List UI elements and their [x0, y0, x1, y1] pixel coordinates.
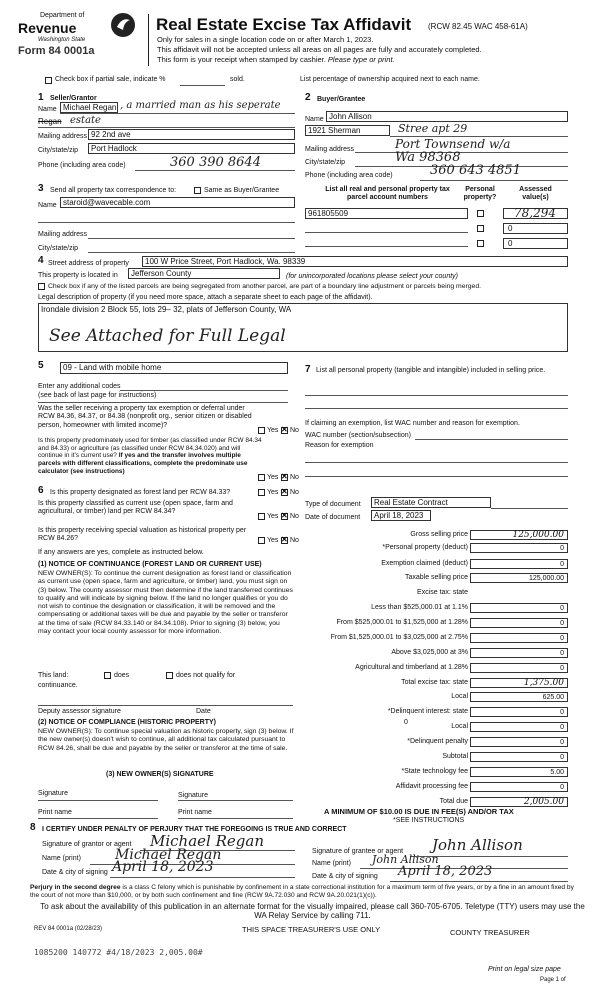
tax-row-value[interactable]: 125,000.00	[470, 573, 568, 583]
tax-row-value[interactable]: 0	[470, 559, 568, 569]
parcel-value-1: 961805509	[308, 209, 349, 218]
tax-row-label: Taxable selling price	[404, 574, 468, 581]
tax-row-value[interactable]: 5.00	[470, 767, 568, 777]
perjury-bold: Perjury in the second degree	[30, 884, 121, 891]
tax-row-value[interactable]: 0	[470, 707, 568, 717]
buyer-heading: Buyer/Grantee	[317, 96, 366, 103]
located-label: This property is located in	[38, 272, 118, 279]
certify-heading: I CERTIFY UNDER PENALTY OF PERJURY THAT THE FOREGOING IS TRUE AND CORRECT	[42, 826, 347, 833]
forest-yes-checkbox[interactable]	[258, 489, 265, 496]
correspondence-label: Send all property tax correspondence to:	[50, 187, 177, 194]
tax-row-label: Exemption claimed (deduct)	[381, 560, 468, 567]
same-as-buyer-label: Same as Buyer/Grantee	[204, 187, 280, 194]
buyer-address-label: Mailing address	[305, 146, 355, 153]
current-use-yes-label: Yes	[267, 513, 279, 520]
correspondence-name-field[interactable]	[60, 197, 295, 208]
does-not-label: does not qualify for	[176, 672, 236, 679]
located-note: (for unincorporated locations please select your county)	[286, 273, 458, 280]
form-number: Form 84 0001a	[18, 45, 95, 57]
subtitle-3	[157, 56, 395, 65]
legal-description-handwritten: See Attached for Full Legal	[49, 326, 286, 346]
seller-name-field[interactable]	[60, 102, 118, 113]
assessed-value-2: 0	[508, 224, 513, 233]
buyer-name-label: Name	[305, 116, 324, 123]
this-land-label: This land:	[38, 672, 69, 679]
seller-name-value: Michael Regan	[63, 103, 117, 112]
legal-description-field[interactable]	[38, 303, 568, 352]
notice1-title: (1) NOTICE OF CONTINUANCE (FOREST LAND OR CURRENT USE)	[38, 561, 262, 568]
forest-no-checkbox[interactable]	[281, 489, 288, 496]
exemption-yes-label: Yes	[267, 427, 279, 434]
parcel-field-1[interactable]	[305, 208, 468, 219]
tax-row-value[interactable]: 0	[470, 603, 568, 613]
seller-name-handwritten-2: estate	[70, 115, 101, 126]
personal-property-checkbox-1[interactable]	[477, 210, 484, 217]
if-yes-label: If any answers are yes, complete as instructed below.	[38, 549, 204, 556]
tax-row-value[interactable]: 625.00	[470, 692, 568, 702]
doc-type-value: Real Estate Contract	[374, 498, 448, 507]
doc-date-label: Date of document	[305, 514, 361, 521]
minimum-notice: A MINIMUM OF $10.00 IS DUE IN FEE(S) AND/OR TAX	[324, 807, 514, 816]
located-value: Jefferson County	[131, 269, 192, 278]
subtitle-3-text: This form is your receipt when stamped by cashier.	[157, 55, 326, 64]
timber-question-bold: If yes and the transfer involves multiple parcels with different classifications, complete the predominate use calculator (see instructions)	[38, 452, 248, 475]
correspondence-name-label: Name	[38, 202, 57, 209]
buyer-phone-handwritten: 360 643 4851	[430, 163, 521, 178]
local-rate: 0	[404, 719, 408, 726]
assessed-value-1: 78,294	[514, 206, 556, 220]
does-not-qualify-checkbox[interactable]	[166, 672, 173, 679]
seller-city-label: City/state/zip	[38, 147, 79, 154]
personal-property-checkbox-2[interactable]	[477, 225, 484, 232]
wac-label: WAC number (section/subsection)	[305, 432, 411, 439]
section-5-number: 5	[38, 360, 44, 371]
same-as-buyer-checkbox[interactable]	[194, 187, 201, 194]
grantor-date-label: Date & city of signing	[42, 869, 108, 876]
does-label: does	[114, 672, 130, 679]
assessed-header-text: Assessed value(s)	[519, 186, 552, 202]
historic-yes-label: Yes	[267, 537, 279, 544]
notice2-body-text: NEW OWNER(S): To continue special valuation as historic property, sign (3) below. If the new owner(s) doesn't wish to continue, all additional tax calculated pursuant to RCW 84.26, shall be due and payable by the seller or transferor at the time of sale.	[38, 728, 294, 752]
rev-label: REV 84 0001a (02/28/23)	[34, 926, 103, 932]
new-owner-signature-1: Signature	[38, 790, 68, 797]
seller-heading: Seller/Grantor	[50, 95, 97, 102]
page-number: Page 1 of	[540, 977, 566, 983]
buyer-address-handwritten: Port Townsend w/a	[395, 137, 511, 151]
seller-name-struck: Regan	[38, 117, 62, 126]
segregated-checkbox[interactable]	[38, 283, 45, 290]
alt-format-text: To ask about the availability of this publication in an alternate format for the visually impaired, please call 360-705-6705. Teletype (TTY) users may use the WA Relay Service by calling 711.	[40, 902, 585, 921]
seller-name-handwritten: , a married man as his seperate	[120, 100, 281, 111]
exemption-no-label: No	[290, 427, 299, 434]
assessed-value-3: 0	[508, 239, 513, 248]
tax-row-label: Local	[451, 693, 468, 700]
grantor-name-label: Name (print)	[42, 855, 81, 862]
assessed-field-3[interactable]	[503, 238, 568, 249]
grantor-name-handwritten: Michael Regan	[115, 847, 222, 863]
timber-no-label: No	[290, 474, 299, 481]
section-1-number: 1	[38, 92, 44, 103]
personal-property-checkbox-3[interactable]	[477, 240, 484, 247]
tax-row-value[interactable]: 0	[470, 782, 568, 792]
seller-name-label: Name	[38, 106, 57, 113]
buyer-city-handwritten: Wa 98368	[395, 150, 461, 165]
reason-label: Reason for exemption	[305, 442, 374, 449]
legal-description-value: Irondale division 2 Block 55, lots 29– 32, plats of Jefferson County, WA	[41, 305, 292, 314]
see-instructions: *SEE INSTRUCTIONS	[393, 817, 465, 824]
tax-row-value[interactable]: 0	[470, 737, 568, 747]
buyer-line2-field[interactable]	[305, 125, 390, 136]
doc-date-value: April 18, 2023	[374, 511, 424, 520]
treasurer-space: THIS SPACE TREASURER'S USE ONLY	[242, 925, 381, 934]
header-divider	[148, 14, 149, 66]
current-use-question	[38, 500, 256, 516]
see-back-label: (see back of last page for instructions)	[38, 392, 157, 399]
current-use-no-label: No	[290, 513, 299, 520]
seller-address-field[interactable]	[88, 129, 295, 140]
perjury-text: is a class C felony which is punishable by confinement in a state correctional institution for a maximum term of five years, or by a fine in an amount fixed by the court of not more than $10,000, or by both such confinement and fine (RCW 9A.72.030 and RCW 9A.20.021(1)(c)).	[30, 884, 574, 899]
deputy-signature-label: Deputy assessor signature	[38, 708, 121, 715]
timber-question-text: Is this property predominately used for timber (as classified under RCW 84.34 and 84.33) or agriculture (as classified under RCW 84.34.020) and will continue in it's current use?	[38, 437, 262, 460]
historic-no-label: No	[290, 537, 299, 544]
tax-row-label: *State technology fee	[401, 768, 468, 775]
assessed-field-2[interactable]	[503, 223, 568, 234]
seller-phone-handwritten: 360 390 8644	[170, 155, 261, 170]
exemption-yes-checkbox[interactable]	[258, 427, 265, 434]
continuance-label: continuance.	[38, 682, 78, 689]
tax-row-label: Gross selling price	[410, 531, 468, 538]
personal-header	[462, 186, 498, 202]
correspondence-city-label: City/state/zip	[38, 245, 79, 252]
assessed-field-1[interactable]	[503, 208, 568, 219]
buyer-city-label: City/state/zip	[305, 159, 346, 166]
street-value: 100 W Price Street, Port Hadlock, Wa. 98339	[145, 257, 306, 266]
dor-swirl-icon	[110, 12, 136, 38]
title-ref: (RCW 82.45 WAC 458-61A)	[428, 22, 528, 31]
doc-type-label: Type of document	[305, 501, 361, 508]
section-3-number: 3	[38, 183, 44, 194]
section-4-number: 4	[38, 255, 44, 266]
tax-row-label: Total excise tax: state	[401, 679, 468, 686]
tax-row-label: Affidavit processing fee	[395, 783, 468, 790]
grantee-signature-handwritten: John Allison	[432, 836, 523, 854]
exemption-question-text: Was the seller receiving a property tax exemption or deferral under RCW 84.36, 84.37, or 84.38 (nonprofit org., senior citizen or disabled person, homeowner with limited income)?	[38, 405, 252, 429]
grantee-signature-label: Signature of grantee or agent	[312, 848, 404, 855]
dept-line2: Revenue	[18, 20, 77, 36]
seller-address-value: 92 2nd ave	[91, 130, 131, 139]
notice2-title: (2) NOTICE OF COMPLIANCE (HISTORIC PROPERTY)	[38, 719, 216, 726]
county-treasurer: COUNTY TREASURER	[450, 928, 530, 937]
doc-type-field[interactable]	[371, 497, 491, 508]
dept-line1: Department of	[40, 12, 85, 19]
tax-row-value[interactable]: 0	[470, 722, 568, 732]
section-6-number: 6	[38, 485, 44, 496]
forest-no-label: No	[290, 489, 299, 496]
tax-row-label: *Delinquent interest: state	[387, 708, 468, 715]
parcel-header-text: List all real and personal property tax parcel account numbers	[325, 186, 450, 202]
grantee-date-handwritten: April 18, 2023	[398, 864, 493, 879]
personal-property-label	[316, 367, 571, 375]
partial-sale-label: Check box if partial sale, indicate %	[55, 76, 166, 83]
seller-address-label: Mailing address	[38, 133, 88, 140]
legal-size-note: Print on legal size pape	[488, 966, 561, 973]
receipt-stamp: 1085200 140772 #4/18/2023 2,005.00#	[34, 948, 203, 957]
tax-row-label: Subtotal	[442, 753, 468, 760]
located-field[interactable]	[128, 268, 280, 279]
tax-row-value[interactable]: 2,005.00	[470, 797, 568, 807]
tax-row-label: *Personal property (deduct)	[382, 544, 468, 551]
section-8-number: 8	[30, 822, 36, 833]
correspondence-name-value: staroid@wavecable.com	[63, 198, 151, 207]
tax-row-label: From $1,525,000.01 to $3,025,000 at 2.75%	[330, 634, 468, 641]
tax-row-label: Above $3,025,000 at 3%	[391, 649, 468, 656]
buyer-phone-label: Phone (including area code)	[305, 172, 393, 179]
tax-row-value[interactable]: 0	[470, 618, 568, 628]
correspondence-address-label: Mailing address	[38, 231, 88, 238]
timber-question	[38, 437, 263, 475]
partial-sale-checkbox[interactable]	[45, 77, 52, 84]
partial-sale-sold: sold.	[230, 76, 245, 83]
tax-row-value[interactable]: 0	[470, 663, 568, 673]
seller-city-value: Port Hadlock	[91, 144, 137, 153]
additional-codes-label: Enter any additional codes	[38, 383, 121, 390]
tax-row-value[interactable]: 1,375.00	[470, 678, 568, 688]
subtitle-2: This affidavit will not be accepted unless all areas on all pages are fully and accurately completed.	[157, 45, 482, 54]
does-qualify-checkbox[interactable]	[104, 672, 111, 679]
subtitle-1: Only for sales in a single location code on or after March 1, 2023.	[157, 35, 374, 44]
new-owner-print-1: Print name	[38, 809, 72, 816]
tax-row-label: Less than $525,000.01 at 1.1%	[371, 604, 468, 611]
buyer-name-field[interactable]	[326, 111, 568, 122]
ownership-note: List percentage of ownership acquired next to each name.	[300, 76, 480, 83]
legal-label: Legal description of property (if you need more space, attach a separate sheet to each page of the affidavit).	[38, 294, 373, 301]
current-use-question-text: Is this property classified as current use (open space, farm and agricultural, or timber) land per RCW 84.34?	[38, 500, 233, 516]
dept-line3: Washington State	[38, 37, 86, 43]
use-code-value: 09 - Land with mobile home	[63, 363, 162, 372]
subtitle-3-italic: Please type or print.	[327, 55, 395, 64]
forest-yes-label: Yes	[267, 489, 279, 496]
use-code-field[interactable]	[60, 362, 288, 374]
grantor-signature-label: Signature of grantor or agent	[42, 841, 132, 848]
tax-row-value[interactable]: 0	[470, 752, 568, 762]
historic-yes-checkbox[interactable]	[258, 537, 265, 544]
tax-row-label: *Delinquent penalty	[407, 738, 468, 745]
partial-sale-percent-line[interactable]	[180, 85, 225, 86]
notice3-title: (3) NEW OWNER(S) SIGNATURE	[106, 771, 214, 778]
seller-phone-label: Phone (including area code)	[38, 162, 126, 169]
timber-no-checkbox[interactable]	[281, 474, 288, 481]
assessed-header	[508, 186, 563, 202]
grantee-name-label: Name (print)	[312, 860, 351, 867]
forest-question: Is this property designated as forest land per RCW 84.33?	[50, 489, 231, 496]
personal-header-text: Personal property?	[463, 186, 497, 202]
deputy-date-label: Date	[196, 708, 211, 715]
timber-yes-label: Yes	[267, 474, 279, 481]
notice1-body	[38, 570, 293, 636]
street-label: Street address of property	[48, 260, 129, 267]
grantor-date-handwritten: April 18, 2023	[112, 859, 214, 875]
current-use-no-checkbox[interactable]	[281, 513, 288, 520]
tax-row-value[interactable]: 0	[470, 633, 568, 643]
alt-format-notice	[40, 902, 585, 920]
page-title: Real Estate Excise Tax Affidavit	[156, 15, 412, 34]
buyer-line2-value: 1921 Sherman	[308, 126, 361, 135]
buyer-name-value: John Allison	[329, 112, 372, 121]
tax-row-label: Excise tax: state	[417, 589, 468, 596]
grantee-date-label: Date & city of signing	[312, 873, 378, 880]
tax-row-label: Agricultural and timberland at 1.28%	[355, 664, 468, 671]
doc-date-field[interactable]	[371, 510, 431, 521]
new-owner-signature-2: Signature	[178, 792, 208, 799]
buyer-line2-handwritten: Stree apt 29	[398, 122, 468, 135]
personal-property-label-text: List all personal property (tangible and intangible) included in selling price.	[316, 367, 546, 374]
parcel-header	[315, 186, 460, 202]
historic-question	[38, 527, 256, 543]
tax-row-label: Local	[451, 723, 468, 730]
tax-row-value[interactable]: 0	[470, 648, 568, 658]
historic-no-checkbox[interactable]	[281, 537, 288, 544]
perjury-notice	[30, 884, 582, 900]
grantee-name-handwritten: John Allison	[372, 853, 439, 866]
segregated-label: Check box if any of the listed parcels are being segregated from another parcel, are part of a boundary line adjustment or parcels being merged.	[48, 283, 481, 290]
tax-row-label: Total due	[439, 798, 468, 805]
exemption-question	[38, 405, 263, 430]
street-field[interactable]	[142, 256, 568, 267]
seller-city-field[interactable]	[88, 143, 295, 154]
section-7-number: 7	[305, 364, 311, 375]
claim-exemption-label: If claiming an exemption, list WAC number and reason for exemption.	[305, 420, 520, 427]
notice1-body-text: NEW OWNER(S): To continue the current designation as forest land or classification as current use (open space, farm and agriculture, or timber) land, you must sign on (3) below. The county assessor must then determine if the land transferred continues to qualify and will indicate by signing below. If the land no longer qualifies or you do not wish to continue the designation or classification, it will be removed and the compensating or additional taxes will be due and payable by the seller or transferor at the time of sale (RCW 84.33.140 or 84.34.108). Prior to signing (3) below, you may contact your local county assessor for more information.	[38, 570, 293, 635]
exemption-no-checkbox[interactable]	[281, 427, 288, 434]
tax-row-value[interactable]: 125,000.00	[470, 530, 568, 540]
new-owner-print-2: Print name	[178, 809, 212, 816]
tax-row-label: From $525,000.01 to $1,525,000 at 1.28%	[336, 619, 468, 626]
section-2-number: 2	[305, 92, 311, 103]
historic-question-text: Is this property receiving special valuation as historical property per RCW 84.26?	[38, 527, 247, 543]
grantor-signature-handwritten: Michael Regan	[150, 832, 264, 850]
current-use-yes-checkbox[interactable]	[258, 513, 265, 520]
tax-row-value[interactable]: 0	[470, 543, 568, 553]
timber-yes-checkbox[interactable]	[258, 474, 265, 481]
